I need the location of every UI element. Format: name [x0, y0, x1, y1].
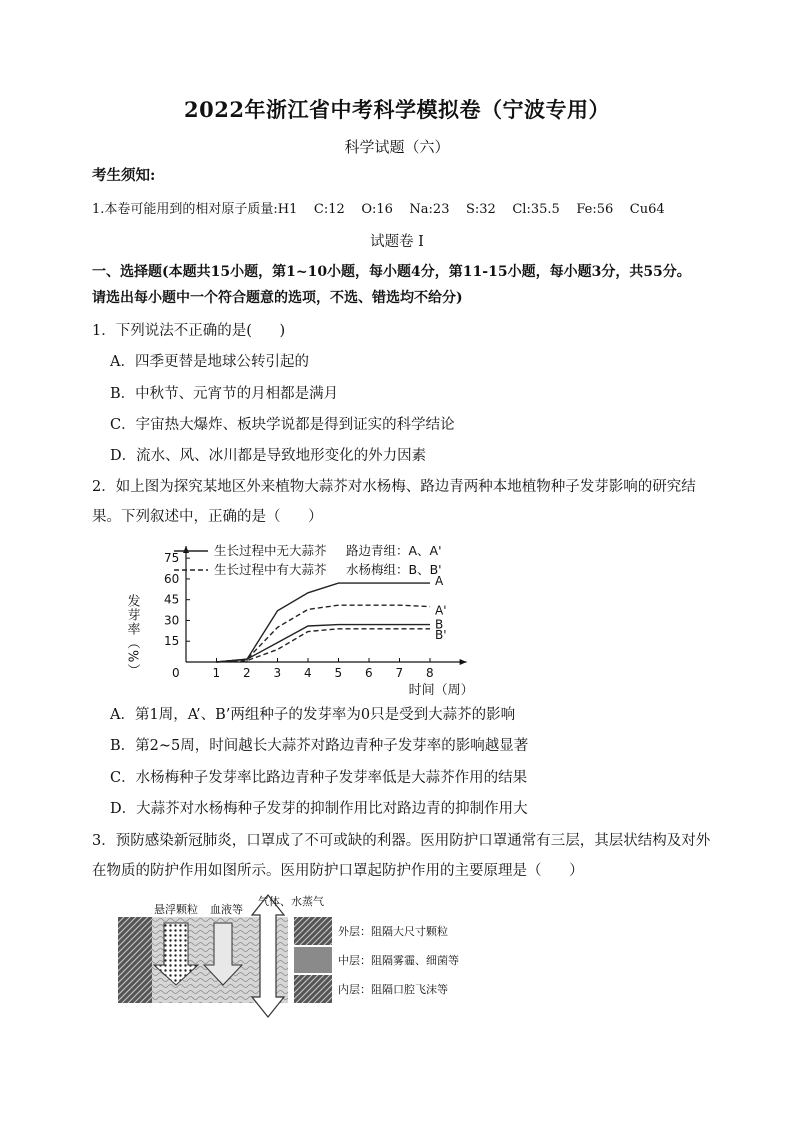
y-tick-label: 45	[164, 592, 180, 607]
x-tick-label: 5	[334, 666, 343, 680]
series-end-label: A'	[435, 603, 447, 618]
germination-chart	[108, 538, 478, 700]
question-1-option-a: A．四季更替是地球公转引起的	[110, 354, 309, 370]
page-title: 2022年浙江省中考科学模拟卷（宁波专用）	[184, 97, 610, 122]
y-axis-label: 发芽率（%）	[124, 594, 140, 678]
question-3-stem-line1: 3．预防感染新冠肺炎，口罩成了不可或缺的利器。医用防护口罩通常有三层，其层状结构及对外	[92, 833, 711, 849]
x-tick-label: 7	[395, 666, 404, 680]
label-outer-layer: 外层：阻隔大尺寸颗粒	[338, 925, 448, 938]
legend-group1: 路边青组：A、A'	[346, 543, 442, 558]
series-end-label: A	[435, 574, 444, 589]
label-gas: 气体、水蒸气	[258, 895, 324, 908]
label-inner-layer: 内层：阻隔口腔飞沫等	[338, 983, 448, 996]
x-axis-arrow	[460, 659, 467, 665]
page-subtitle: 科学试题（六）	[344, 138, 450, 156]
x-tick-label: 8	[426, 666, 434, 680]
left-photo	[118, 917, 152, 1003]
inner-layer-photo	[294, 975, 332, 1003]
y-tick-label: 60	[164, 571, 180, 586]
label-particles: 悬浮颗粒	[154, 903, 198, 916]
question-2-stem-line1: 2．如上图为探究某地区外来植物大蒜芥对水杨梅、路边青两种本地植物种子发芽影响的研究结	[92, 479, 696, 495]
question-1-option-d: D．流水、风、冰川都是导致地形变化的外力因素	[110, 448, 427, 464]
outer-layer-photo	[294, 917, 332, 945]
question-2-option-c: C．水杨梅种子发芽率比路边青种子发芽率低是大蒜芥作用的结果	[110, 770, 528, 786]
legend-group2: 水杨梅组：B、B'	[346, 562, 442, 577]
series-end-label: B	[435, 617, 444, 632]
label-blood: 血液等	[210, 903, 243, 916]
x-tick-label: 2	[243, 666, 251, 680]
question-1-stem: 1．下列说法不正确的是( )	[92, 323, 286, 339]
legend-dashed-label: 生长过程中有大蒜芥	[214, 562, 327, 577]
x-tick-label: 1	[212, 666, 221, 680]
section-title: 试题卷 Ⅰ	[370, 234, 424, 250]
question-2-option-d: D．大蒜芥对水杨梅种子发芽的抑制作用比对路边青的抑制作用大	[110, 801, 528, 817]
series-line	[217, 583, 431, 662]
x-axis-label: 时间（周）	[408, 683, 474, 698]
legend-solid-label: 生长过程中无大蒜芥	[214, 543, 327, 558]
question-1-option-b: B．中秋节、元宵节的月相都是满月	[110, 386, 339, 402]
x-tick-label: 0	[172, 666, 180, 680]
question-3-stem-line2: 在物质的防护作用如图所示。医用防护口罩起防护作用的主要原理是（ ）	[92, 863, 584, 879]
question-1-option-c: C．宇宙热大爆炸、板块学说都是得到证实的科学结论	[110, 417, 455, 433]
series-line	[217, 605, 431, 662]
part-heading-1: 一、选择题(本题共15小题，第1~10小题，每小题4分，第11-15小题，每小题3分，共55分。	[92, 264, 691, 280]
question-2-option-b: B．第2~5周，时间越长大蒜芥对路边青种子发芽率的影响越显著	[110, 738, 529, 754]
y-tick-label: 15	[164, 634, 180, 649]
label-middle-layer: 中层：阻隔雾霾、细菌等	[338, 954, 459, 967]
y-tick-label: 75	[164, 551, 180, 566]
part-heading-2: 请选出每小题中一个符合题意的选项，不选、错选均不给分)	[92, 290, 463, 306]
x-tick-label: 6	[365, 666, 373, 680]
question-2-option-a: A．第1周，A’、B’两组种子的发芽率为0只是受到大蒜芥的影响	[110, 707, 516, 723]
middle-layer-photo	[294, 947, 332, 973]
x-tick-label: 3	[273, 666, 282, 680]
notice-heading: 考生须知:	[92, 167, 156, 184]
y-axis-arrow	[183, 546, 189, 553]
x-tick-label: 4	[304, 666, 312, 680]
y-tick-label: 30	[164, 613, 180, 628]
mask-layers-figure	[118, 893, 464, 1021]
series-end-label: B'	[435, 627, 447, 642]
question-2-stem-line2: 果。下列叙述中，正确的是（ ）	[92, 509, 323, 525]
notice-line: 1.本卷可能用到的相对原子质量:H1 C:12 O:16 Na:23 S:32 Cl:35.5 Fe:56 Cu64	[92, 202, 665, 217]
